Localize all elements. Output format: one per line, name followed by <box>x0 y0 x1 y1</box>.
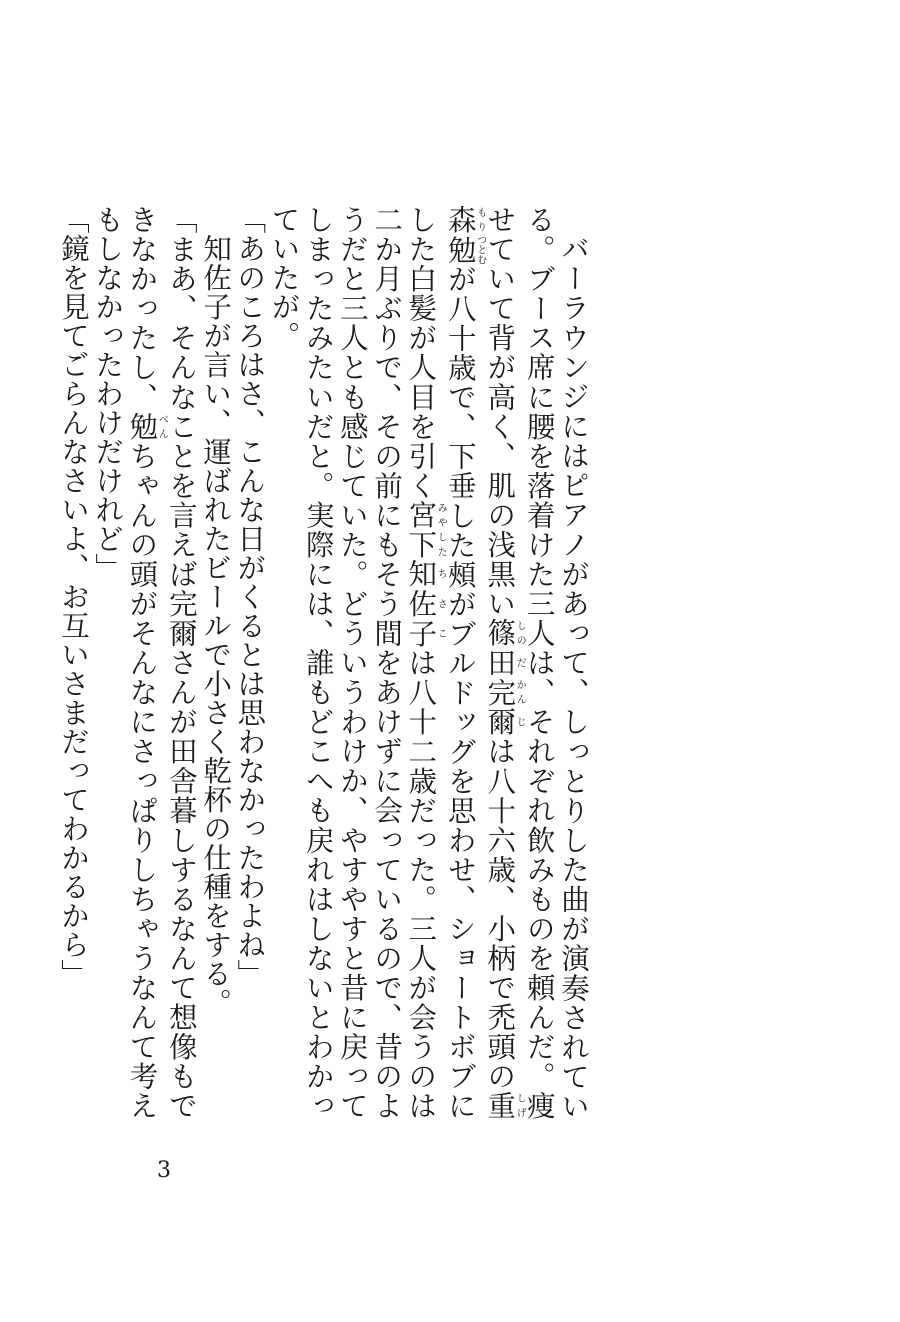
furigana-ruby <box>404 618 447 649</box>
ruby-base: 勉 <box>443 234 477 265</box>
ruby-base: 勉 <box>125 411 159 442</box>
text-run: 「あのころはさ、こんな日がくるとは思わなかったわよね」 <box>233 205 267 988</box>
furigana-ruby <box>483 648 526 678</box>
paragraph <box>90 205 198 1120</box>
ruby-reading: こ <box>435 618 447 648</box>
ruby-base: 下 <box>404 529 438 560</box>
ruby-reading: みや <box>435 500 447 530</box>
ruby-base: 重 <box>483 1091 517 1121</box>
ruby-reading: もり <box>474 205 486 235</box>
ruby-reading: だ <box>514 648 526 678</box>
furigana-ruby <box>483 1091 526 1121</box>
text-run: は八十二歳だった。三人が会うのは二か月ぶりで、その前にもそう間をあけずに会っているので、昔のようだと三人とも感じていた。どういうわけか、やすやすと昔に戻ってしまったみたいだと。実際には、誰もどこへも戻れはしないとわかっていたが。 <box>267 205 438 1121</box>
ruby-reading: しの <box>514 618 526 648</box>
furigana-ruby <box>404 559 447 589</box>
furigana-ruby <box>443 234 486 265</box>
furigana-ruby <box>443 205 486 235</box>
ruby-base: 森 <box>443 205 477 235</box>
ruby-base: 子 <box>404 618 438 649</box>
ruby-base: 佐 <box>404 588 438 619</box>
paragraph <box>56 205 90 1120</box>
furigana-ruby <box>483 707 526 737</box>
furigana-ruby <box>404 588 447 619</box>
ruby-base: 爾 <box>483 707 517 737</box>
text-run: が八十歳で、下垂した頰がブルドッグを思わせ、ショートボブにした白髪が人目を引く <box>404 205 477 1121</box>
text-run: 「まあ、そんなことを言えば完爾さんが田舎暮しするなんて想像もできなかったし、 <box>125 205 198 1120</box>
furigana-ruby <box>483 677 526 708</box>
ruby-base: 宮 <box>404 500 438 530</box>
ruby-reading: さ <box>435 588 447 618</box>
ruby-base: 田 <box>483 648 517 678</box>
page-number: 3 <box>157 1158 171 1183</box>
text-run: は八十六歳、小柄で禿頭の <box>483 736 517 1092</box>
paragraph <box>266 205 590 1120</box>
furigana-ruby <box>125 411 168 442</box>
ruby-base: 完 <box>483 677 517 708</box>
furigana-ruby <box>404 500 447 530</box>
vertical-text-body <box>56 205 590 1121</box>
paragraph <box>232 205 266 1120</box>
ruby-reading: つとむ <box>474 234 486 265</box>
text-run: バーラウンジにはピアノがあって、しっとりした曲が演奏されている。ブース席に腰を落着けた三人は、それぞれ飲みものを頼んだ。痩せていて背が高く、肌の浅黒い <box>483 205 590 1120</box>
ruby-reading: べん <box>156 411 168 441</box>
ruby-reading: かん <box>514 677 526 707</box>
text-run: 「鏡を見てごらんなさいよ、お互いさまだってわかるから」 <box>56 205 90 988</box>
ruby-reading: じ <box>514 707 526 737</box>
ruby-base: 篠 <box>483 618 517 649</box>
ruby-reading: しげ <box>514 1091 526 1121</box>
furigana-ruby <box>483 618 526 649</box>
text-run: ちゃんの頭がそんなにさっぱりしちゃうなんて考えもしなかったわけだけれど」 <box>91 205 159 1121</box>
ruby-reading: ち <box>435 559 447 589</box>
text-run: 知佐子が言い、運ばれたビールで小さく乾杯の仕種をする。 <box>199 233 233 1017</box>
ruby-base: 知 <box>404 559 438 589</box>
furigana-ruby <box>404 529 447 560</box>
ruby-reading: した <box>435 529 447 559</box>
paragraph <box>198 205 232 1120</box>
